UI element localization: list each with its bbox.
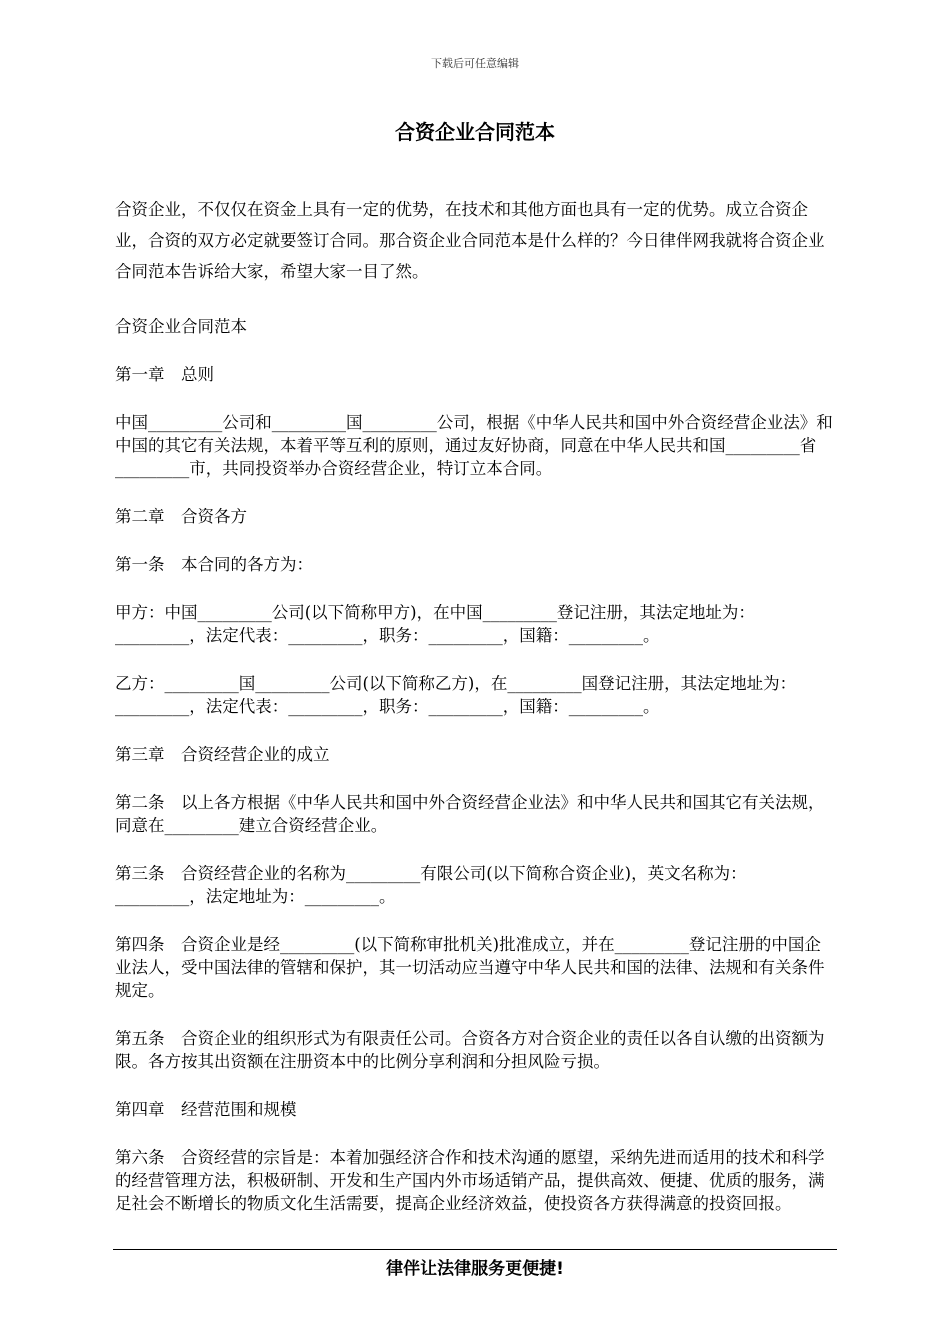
document-body [115, 315, 837, 1240]
header-note: 下载后可任意编辑 [431, 57, 519, 70]
intro-paragraph: 合资企业，不仅仅在资金上具有一定的优势，在技术和其他方面也具有一定的优势。成立合资企业，合资的双方必定就要签订合同。那合资企业合同范本是什么样的？今日律伴网我就将合资企业合同范本告诉给大家，希望大家一目了然。 [115, 200, 825, 281]
chapter-heading: 第一章 总则 [115, 365, 214, 384]
article-paragraph: 第三条 合资经营企业的名称为_________有限公司(以下简称合资企业)，英文名称为：_________，法定地址为：_________。 [115, 864, 747, 906]
footer-slogan: 律伴让法律服务更便捷! [386, 1259, 564, 1279]
document-title: 合资企业合同范本 [395, 120, 555, 144]
article-paragraph: 第五条 合资企业的组织形式为有限责任公司。合资各方对合资企业的责任以各自认缴的出资额为限。各方按其出资额在注册资本中的比例分享利润和分担风险亏损。 [115, 1029, 825, 1071]
party-a-paragraph: 甲方：中国_________公司(以下简称甲方)，在中国_________登记注册，其法定地址为：_________，法定代表：_________，职务：_________，国籍：_________。 [115, 603, 755, 645]
article-paragraph: 第二条 以上各方根据《中华人民共和国中外合资经营企业法》和中华人民共和国其它有关法规，同意在_________建立合资经营企业。 [115, 793, 825, 835]
article-paragraph: 第一条 本合同的各方为： [115, 555, 313, 574]
article-paragraph: 第六条 合资经营的宗旨是：本着加强经济合作和技术沟通的愿望，采纳先进而适用的技术和科学的经营管理方法，积极研制、开发和生产国内外市场适销产品，提供高效、便捷、优质的服务，满足社会不断增长的物质文化生活需要，提高企业经济效益，使投资各方获得满意的投资回报。 [115, 1148, 825, 1213]
footer-divider [113, 1249, 837, 1250]
chapter-heading: 第四章 经营范围和规模 [115, 1100, 297, 1119]
party-b-paragraph: 乙方：_________国_________公司(以下简称乙方)，在_________国登记注册，其法定地址为：_________，法定代表：_________，职务：_________，国籍：_________。 [115, 674, 797, 716]
chapter-heading: 第三章 合资经营企业的成立 [115, 745, 330, 764]
subtitle-paragraph: 合资企业合同范本 [115, 317, 247, 336]
body-paragraph: 中国_________公司和_________国_________公司，根据《中华人民共和国中外合资经营企业法》和中国的其它有关法规，本着平等互利的原则，通过友好协商，同意在中华人民共和国_________省_________市，共同投资举办合资经营企业，特订立本合同。 [115, 413, 833, 478]
chapter-heading: 第二章 合资各方 [115, 507, 247, 526]
article-paragraph: 第四条 合资企业是经_________(以下简称审批机关)批准成立，并在_________登记注册的中国企业法人，受中国法律的管辖和保护，其一切活动应当遵守中华人民共和国的法律、法规和有关条件规定。 [115, 935, 825, 1000]
